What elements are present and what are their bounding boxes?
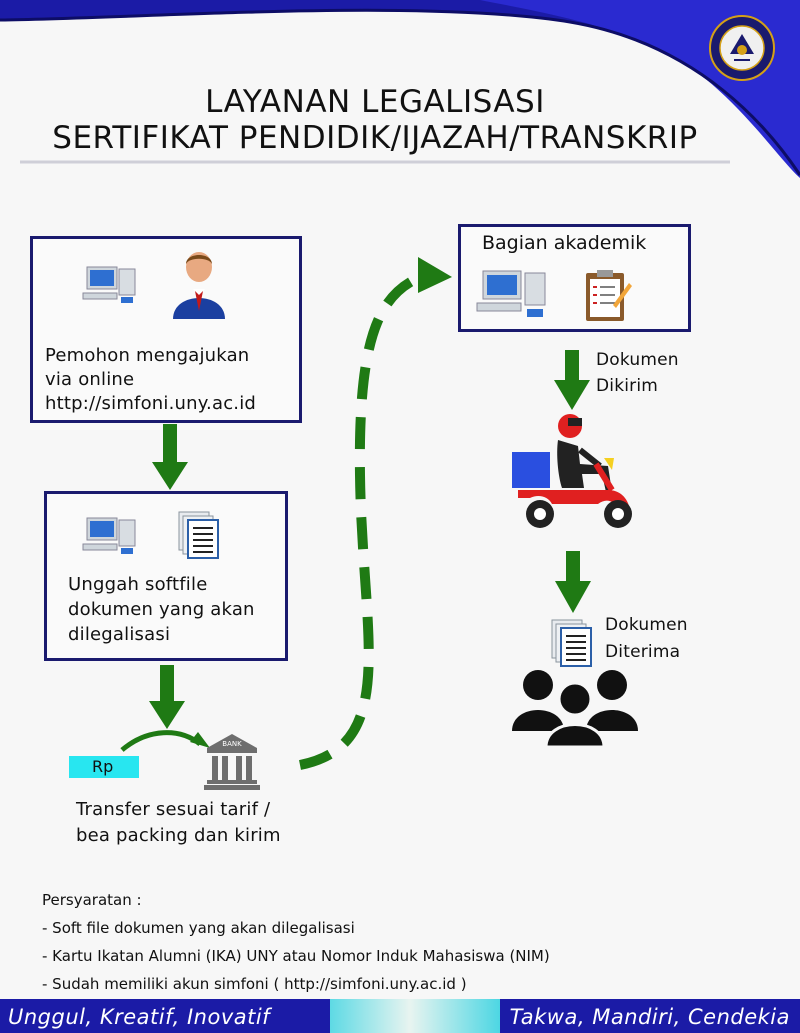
dashed-arrow-to-academic bbox=[290, 255, 460, 775]
footer-left-motto: Unggul, Kreatif, Inovatif bbox=[8, 1005, 271, 1029]
arrow-down-1 bbox=[150, 424, 190, 492]
step2-line3: dilegalisasi bbox=[68, 624, 171, 645]
step1-line3: http://simfoni.uny.ac.id bbox=[45, 393, 257, 414]
academic-label: Bagian akademik bbox=[482, 232, 647, 254]
step1-line1: Pemohon mengajukan bbox=[45, 345, 250, 366]
step2-line2: dokumen yang akan bbox=[68, 599, 255, 620]
step-upload-box bbox=[44, 491, 288, 661]
requirement-item: - Sudah memiliki akun simfoni ( http://simfoni.uny.ac.id ) bbox=[42, 975, 467, 993]
computer-icon bbox=[475, 269, 557, 325]
document-icon bbox=[550, 618, 594, 668]
received-line1: Dokumen bbox=[605, 615, 688, 635]
step3-line2: bea packing dan kirim bbox=[76, 825, 281, 846]
footer-right-motto: Takwa, Mandiri, Cendekia bbox=[509, 1005, 790, 1029]
requirement-item: - Kartu Ikatan Alumni (IKA) UNY atau Nomor Induk Mahasiswa (NIM) bbox=[42, 947, 550, 965]
step3-line1: Transfer sesuai tarif / bbox=[76, 799, 271, 820]
rp-label: Rp bbox=[92, 757, 114, 776]
university-logo bbox=[708, 14, 776, 82]
academic-box bbox=[458, 224, 691, 332]
step2-line1: Unggah softfile bbox=[68, 574, 208, 595]
received-line2: Diterima bbox=[605, 642, 681, 662]
bank-label: BANK bbox=[222, 740, 242, 748]
computer-icon bbox=[81, 516, 143, 562]
sent-line1: Dokumen bbox=[596, 350, 679, 370]
arrow-down-3 bbox=[552, 350, 592, 412]
step1-line2: via online bbox=[45, 369, 135, 390]
courier-scooter-icon bbox=[508, 414, 640, 534]
step-online-box bbox=[30, 236, 302, 423]
requirements-heading: Persyaratan : bbox=[42, 891, 142, 909]
page-title-line1: LAYANAN LEGALISASI bbox=[205, 84, 545, 120]
requirement-item: - Soft file dokumen yang akan dilegalisasi bbox=[42, 919, 355, 937]
sent-line2: Dikirim bbox=[596, 376, 659, 396]
computer-icon bbox=[81, 265, 143, 311]
bank-icon bbox=[203, 732, 261, 792]
document-icon bbox=[177, 510, 221, 560]
page-title-line2: SERTIFIKAT PENDIDIK/IJAZAH/TRANSKRIP bbox=[52, 120, 698, 156]
person-icon bbox=[171, 249, 227, 319]
footer-gradient bbox=[300, 999, 520, 1033]
clipboard-icon bbox=[583, 267, 633, 325]
arrow-down-4 bbox=[553, 551, 593, 615]
people-group-icon bbox=[510, 667, 640, 747]
